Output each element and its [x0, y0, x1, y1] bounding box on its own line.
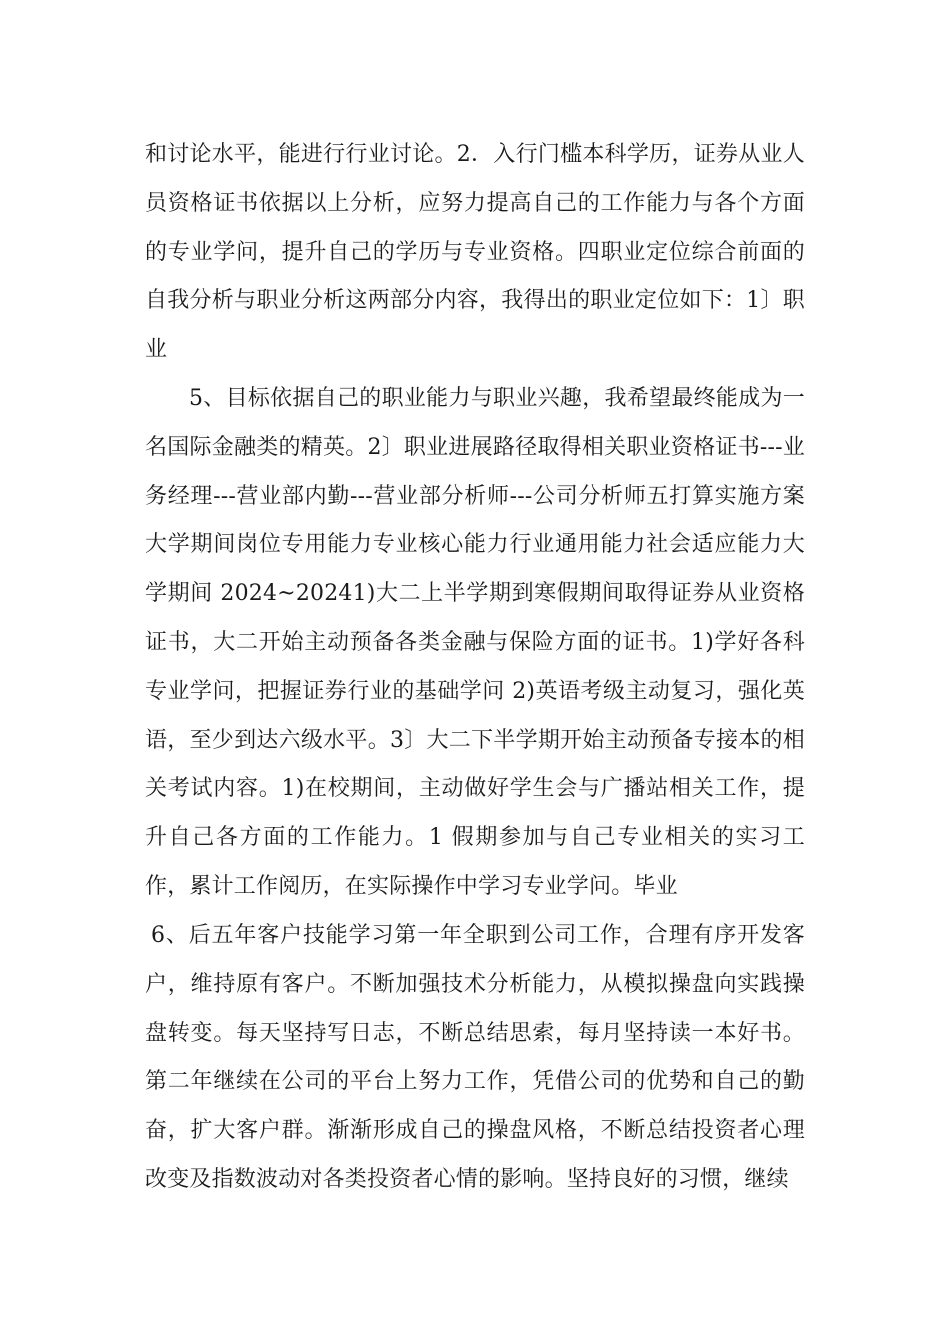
paragraph-career-positioning: 和讨论水平，能进行行业讨论。2．入行门槛本科学历，证券从业人员资格证书依据以上分析，应努力提高自己的工作能力与各个方面的专业学问，提升自己的学历与专业资格。四职业定位综合前面的自我分析与职业分析这两部分内容，我得出的职业定位如下：1〕职业: [145, 142, 805, 363]
paragraph-goal-and-plan: 5、目标依据自己的职业能力与职业兴趣，我希望最终能成为一名国际金融类的精英。2〕职业进展路径取得相关职业资格证书---业务经理---营业部内勤---营业部分析师---公司分析师五打算实施方案大学期间岗位专用能力专业核心能力行业通用能力社会适应能力大学期间 2024~20241)大二上半学期到寒假期间取得证券从业资格证书，大二开始主动预备各类金融与保险方面的证书。1)学好各科专业学问，把握证券行业的基础学问 2)英语考级主动复习，强化英语，至少到达六级水平。3〕大二下半学期开始主动预备专接本的相关考试内容。1)在校期间，主动做好学生会与广播站相关工作，提升自己各方面的工作能力。1 假期参加与自己专业相关的实习工作，累计工作阅历，在实际操作中学习专业学问。毕业: [145, 386, 805, 899]
paragraph-post-graduation-plan: 6、后五年客户技能学习第一年全职到公司工作，合理有序开发客户，维持原有客户。不断加强技术分析能力，从模拟操盘向实践操盘转变。每天坚持写日志，不断总结思索，每月坚持读一本好书。第二年继续在公司的平台上努力工作，凭借公司的优势和自己的勤奋，扩大客户群。渐渐形成自己的操盘风格，不断总结投资者心理改变及指数波动对各类投资者心情的影响。坚持良好的习惯，继续: [145, 923, 805, 1192]
